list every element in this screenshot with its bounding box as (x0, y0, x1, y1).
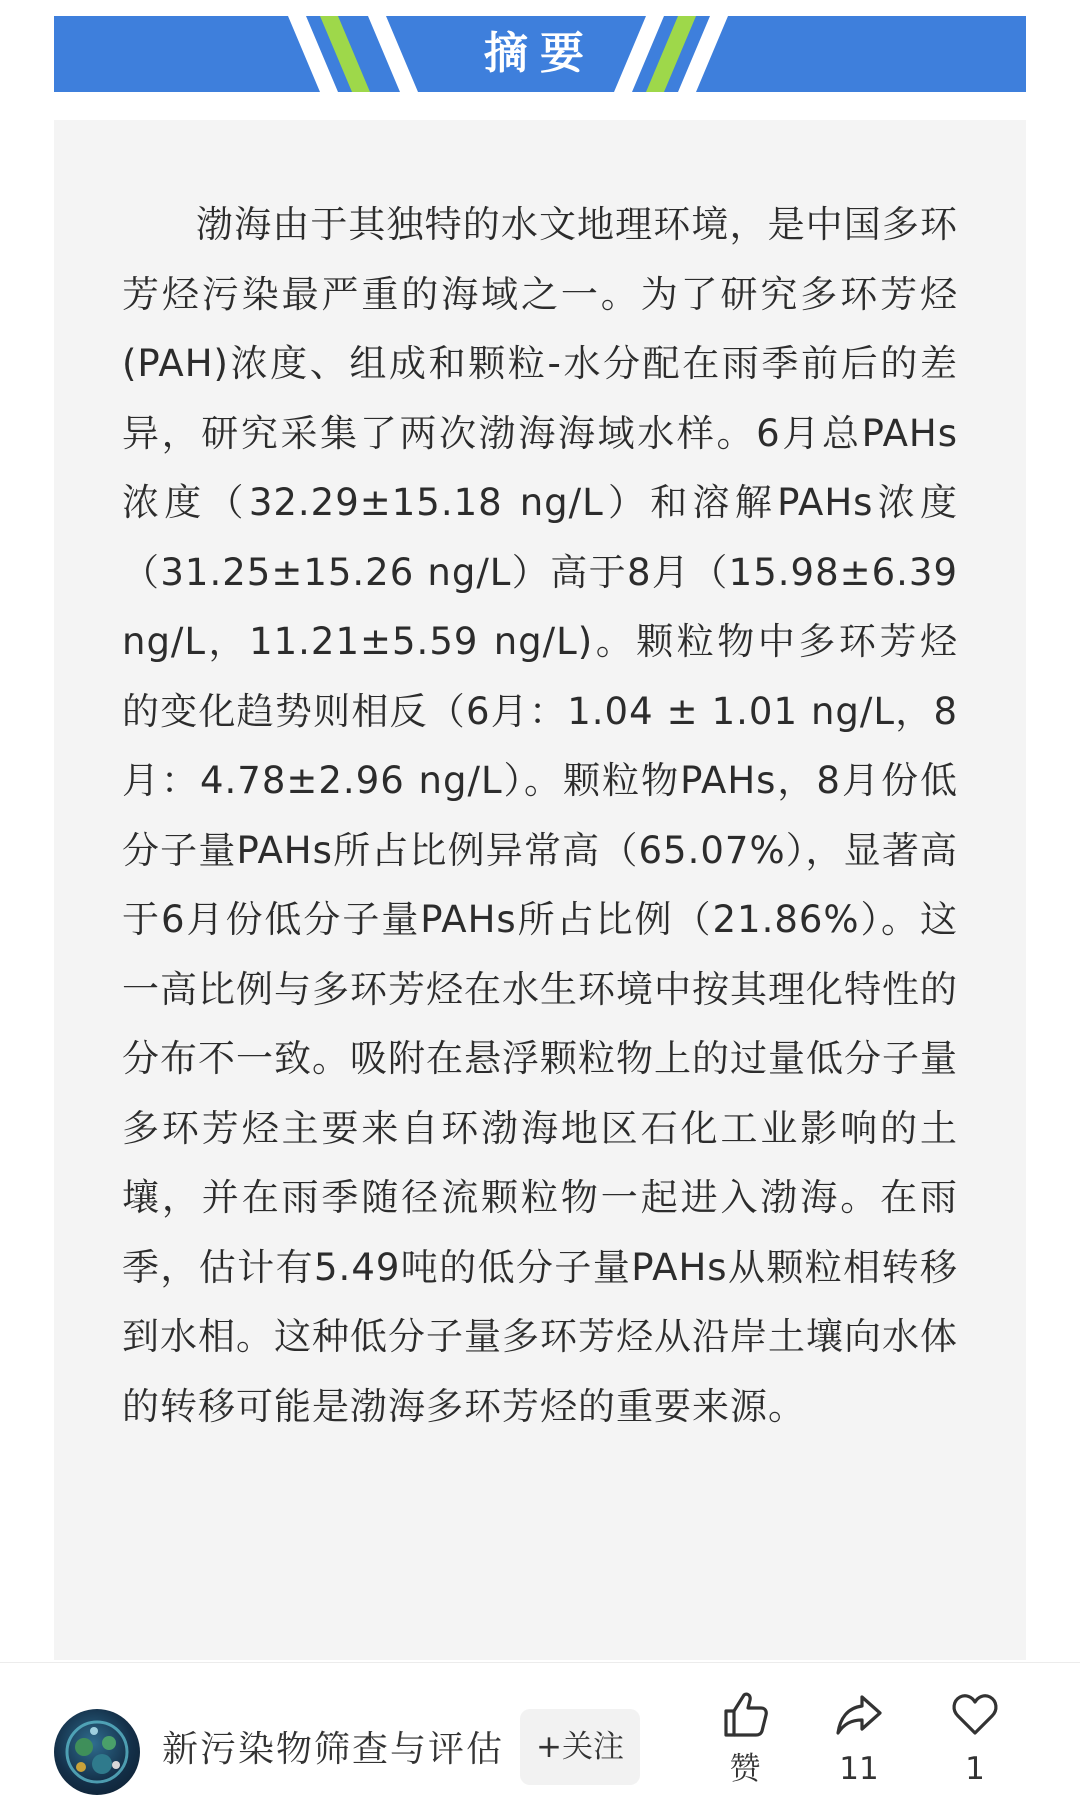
heart-icon (950, 1689, 1000, 1739)
favorite-count: 1 (965, 1751, 985, 1787)
avatar-image (54, 1709, 140, 1795)
like-button[interactable] (700, 1689, 790, 1809)
share-button[interactable] (814, 1689, 904, 1809)
favorite-button[interactable] (930, 1689, 1020, 1809)
abstract-paragraph: 渤海由于其独特的水文地理环境，是中国多环芳烃污染最严重的海域之一。为了研究多环芳烃(PAH)浓度、组成和颗粒-水分配在雨季前后的差异，研究采集了两次渤海海域水样。6月总PAHs浓度（32.29±15.18 ng/L）和溶解PAHs浓度（31.25±15.26 ng/L）高于8月（15.98±6.39 ng/L，11.21±5.59 ng/L)。颗粒物中多环芳烃的变化趋势则相反（6月：1.04 ± 1.01 ng/L，8月：4.78±2.96 ng/L）。颗粒物PAHs，8月份低分子量PAHs所占比例异常高（65.07%），显著高于6月份低分子量PAHs所占比例（21.86%）。这一高比例与多环芳烃在水生环境中按其理化特性的分布不一致。吸附在悬浮颗粒物上的过量低分子量多环芳烃主要来自环渤海地区石化工业影响的土壤，并在雨季随径流颗粒物一起进入渤海。在雨季，估计有5.49吨的低分子量PAHs从颗粒相转移到水相。这种低分子量多环芳烃从沿岸土壤向水体的转移可能是渤海多环芳烃的重要来源。 (122, 203, 958, 1428)
follow-button[interactable]: +关注 (520, 1709, 640, 1785)
account-avatar[interactable] (54, 1709, 140, 1795)
thumbs-up-icon (720, 1689, 770, 1739)
like-label: 赞 (729, 1751, 761, 1787)
section-banner (54, 16, 1026, 92)
banner-title: 摘要 (484, 28, 596, 79)
article-footer-bar (0, 1663, 1080, 1815)
abstract-card (54, 120, 1026, 1660)
share-count: 11 (839, 1751, 879, 1787)
account-name[interactable]: 新污染物筛查与评估 (162, 1729, 505, 1770)
share-arrow-icon (834, 1689, 884, 1739)
